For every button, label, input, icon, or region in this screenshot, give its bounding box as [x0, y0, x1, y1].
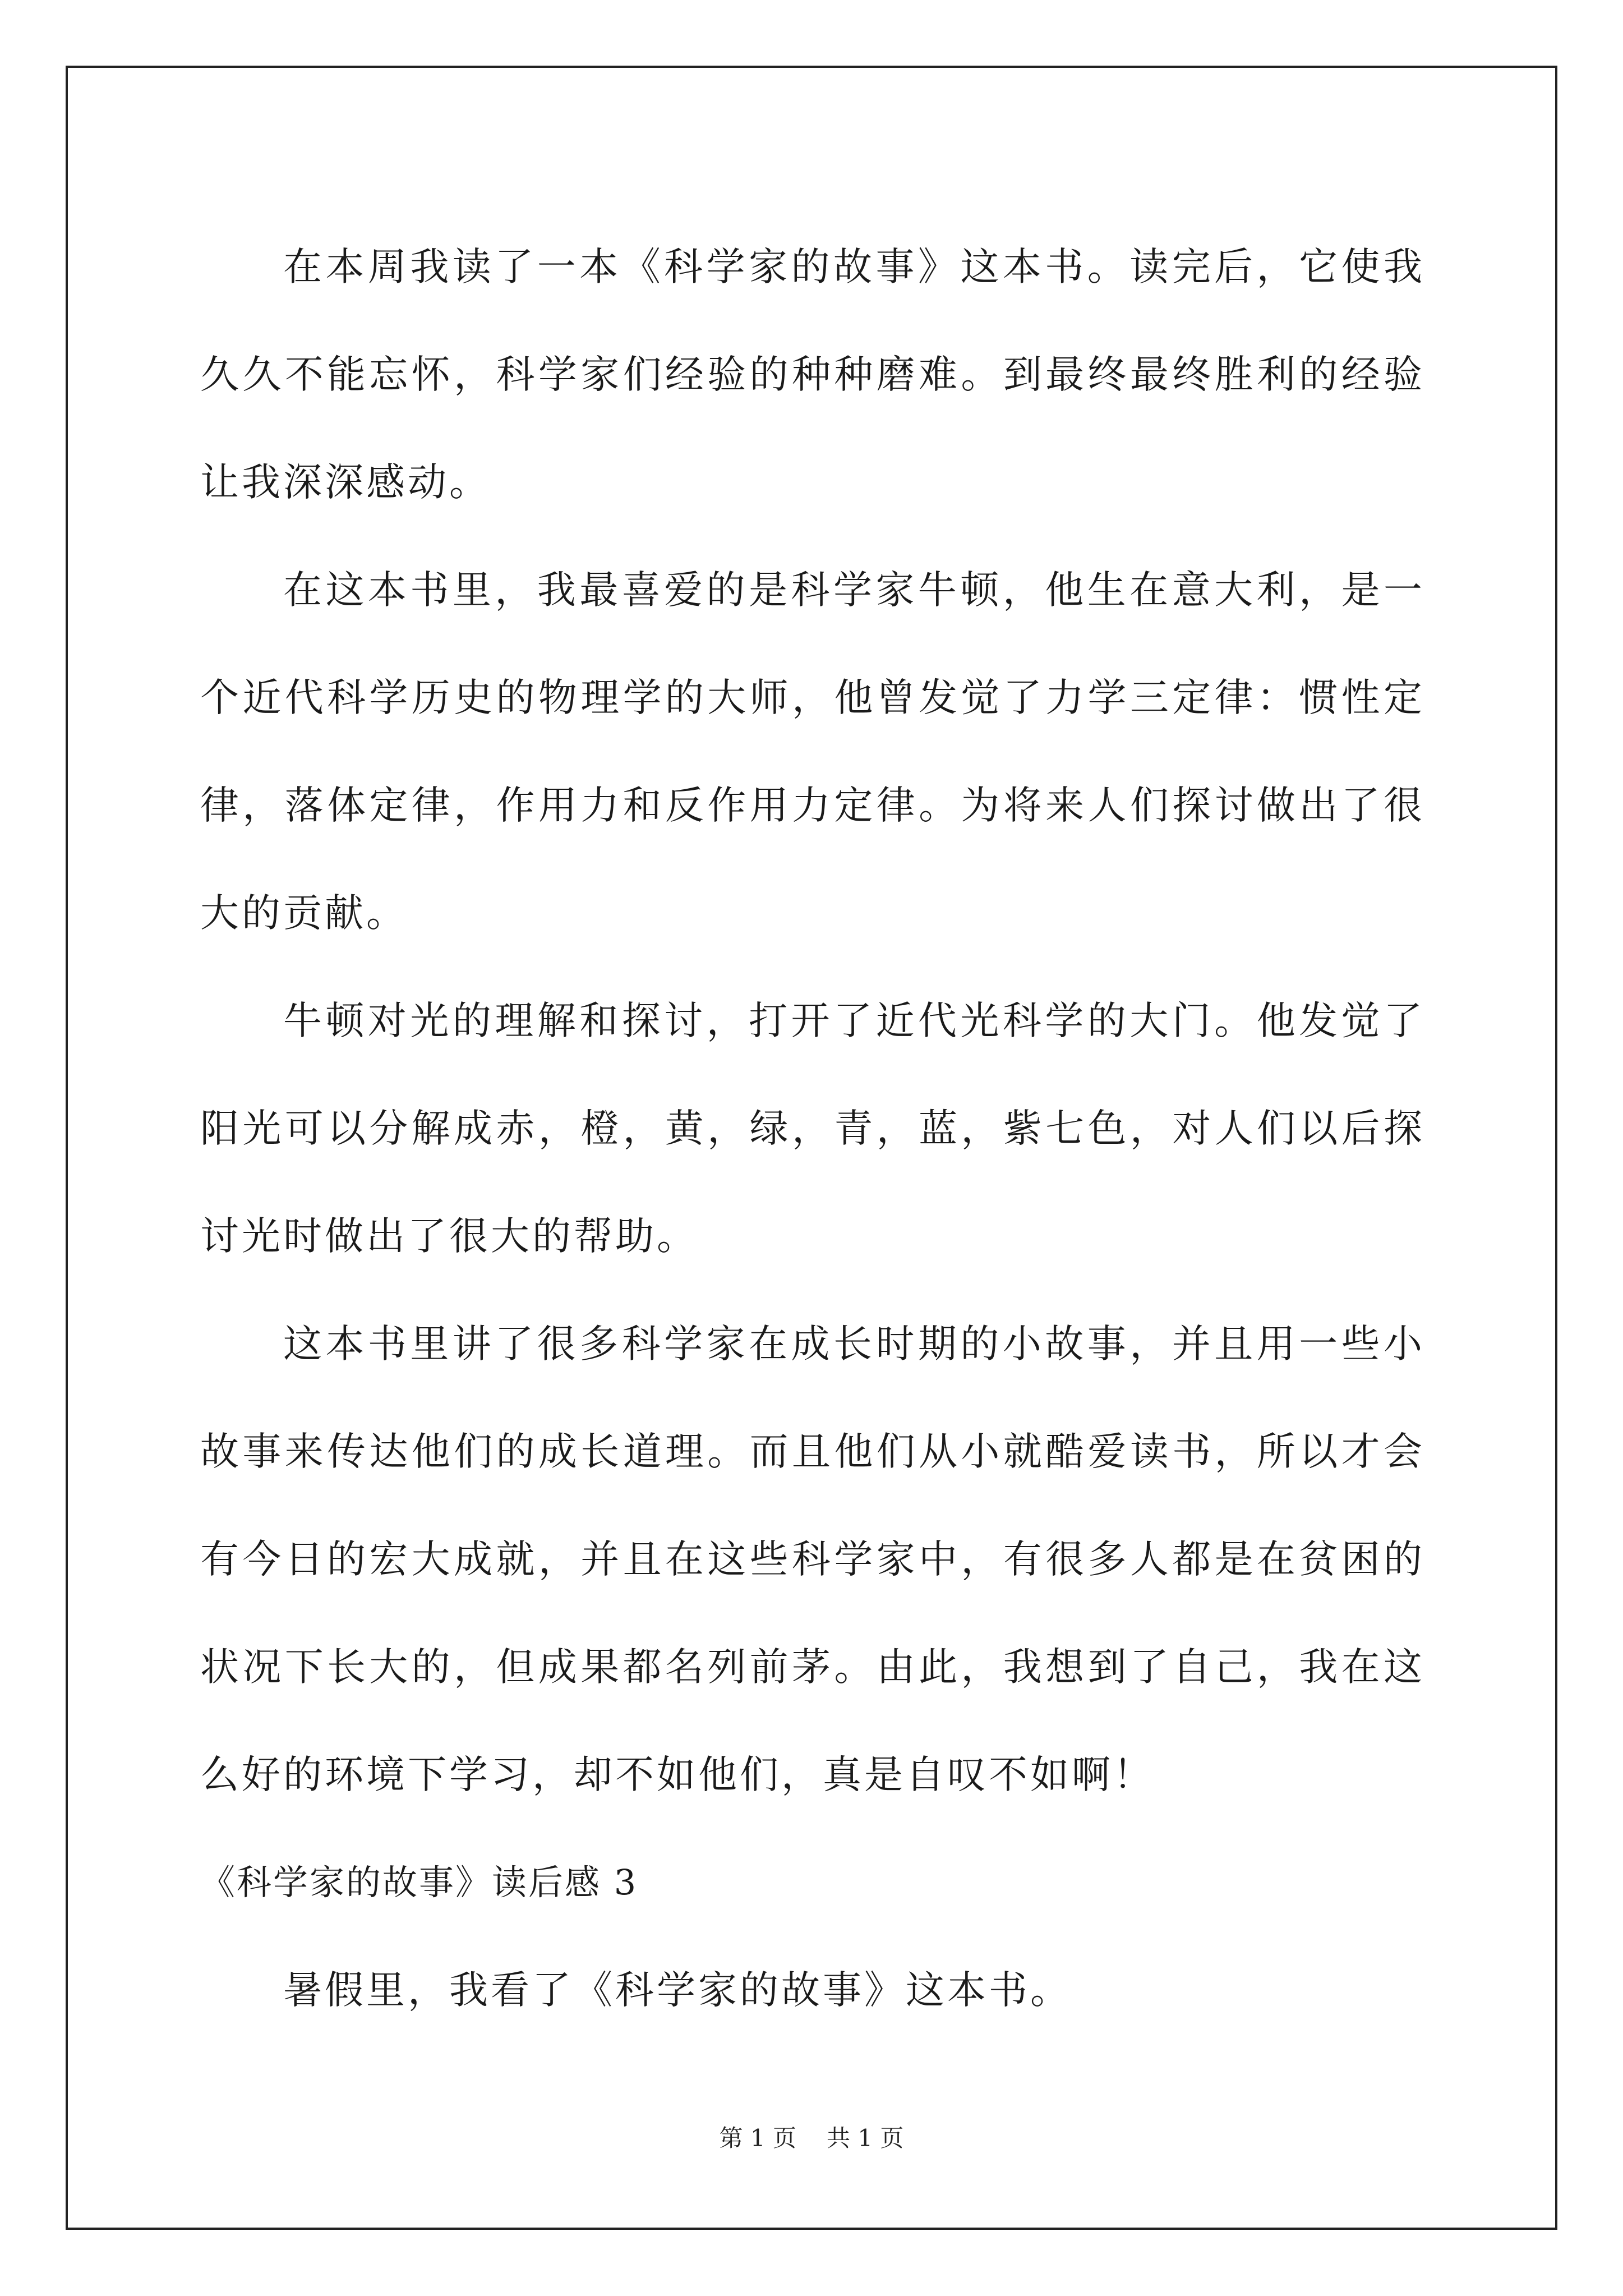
paragraph-5: 暑假里，我看了《科学家的故事》这本书。	[283, 1968, 1072, 2013]
document-body	[200, 213, 1425, 2044]
paragraph-2: 在这本书里，我最喜爱的是科学家牛顿，他生在意大利，是一个近代科学历史的物理学的大师，他曾发觉了力学三定律：惯性定律，落体定律，作用力和反作用力定律。为将来人们探讨做出了很大的贡献。	[200, 568, 1425, 936]
page-total: 共 1 页	[827, 2124, 904, 2152]
paragraph-3: 牛顿对光的理解和探讨，打开了近代光科学的大门。他发觉了阳光可以分解成赤，橙，黄，绿，青，蓝，紫七色，对人们以后探讨光时做出了很大的帮助。	[200, 999, 1425, 1259]
paragraph-4: 这本书里讲了很多科学家在成长时期的小故事，并且用一些小故事来传达他们的成长道理。而且他们从小就酷爱读书，所以才会有今日的宏大成就，并且在这些科学家中，有很多人都是在贫困的状况下长大的，但成果都名列前茅。由此，我想到了自己，我在这么好的环境下学习，却不如他们，真是自叹不如啊！	[200, 1322, 1425, 1797]
section-heading: 《科学家的故事》读后感 3	[200, 1862, 638, 1903]
page-footer	[0, 2122, 1623, 2155]
paragraph-1: 在本周我读了一本《科学家的故事》这本书。读完后，它使我久久不能忘怀，科学家们经验的种种磨难。到最终最终胜利的经验让我深深感动。	[200, 245, 1425, 505]
page-number: 第 1 页	[719, 2124, 796, 2152]
